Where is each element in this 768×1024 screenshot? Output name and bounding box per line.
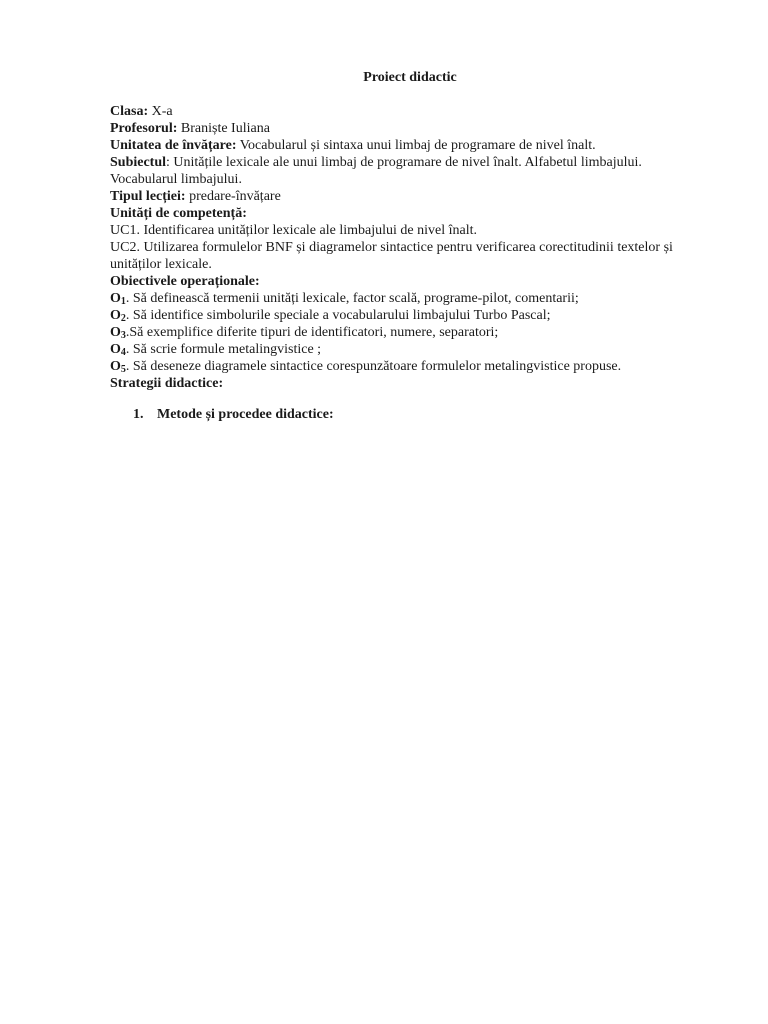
tipul-label: Tipul lecției: (110, 189, 186, 204)
uc1-line: UC1. Identificarea unităților lexicale ale limbajului de nivel înalt. (110, 223, 477, 238)
clasa-line (110, 103, 710, 120)
strategii-heading-text: Strategii didactice: (110, 376, 224, 391)
objective-sub: 3 (120, 330, 126, 341)
tipul-line (110, 188, 710, 205)
objective-label: O (110, 308, 121, 323)
profesorul-line (110, 120, 710, 137)
subiectul-label: Subiectul (110, 155, 167, 170)
objective-item (110, 358, 710, 375)
objective-sub: 1 (120, 296, 126, 307)
objective-sub: 4 (120, 347, 126, 358)
strategii-heading (110, 375, 710, 392)
objective-sub: 2 (120, 313, 126, 324)
numbered-list-item (110, 406, 710, 423)
objective-label: O (110, 359, 121, 374)
obiective-heading-text: Obiectivele operaționale: (110, 274, 260, 289)
objective-item (110, 324, 710, 341)
list-item-text: Metode și procedee didactice: (157, 407, 334, 422)
objective-text: . Să scrie formule metalingvistice ; (125, 342, 322, 357)
objective-text: . Să deseneze diagramele sintactice corespunzătoare formulelor metalingvistice propuse. (125, 359, 622, 374)
objective-label: O (110, 291, 121, 306)
objective-text: . Să definească termenii unități lexicale, factor scală, programe-pilot, comentarii; (125, 291, 579, 306)
subiectul-line (110, 154, 710, 188)
unitatea-line (110, 137, 710, 154)
objective-text: . Să identifice simbolurile speciale a vocabularului limbajului Turbo Pascal; (125, 308, 551, 323)
unitatea-label: Unitatea de învățare: (110, 138, 237, 153)
document-title: Proiect didactic (363, 70, 457, 85)
objective-label: O (110, 325, 121, 340)
document-body (110, 103, 710, 437)
profesorul-label: Profesorul: (110, 121, 178, 136)
profesorul-value: Braniște Iuliana (177, 121, 270, 136)
unitatea-value: Vocabularul și sintaxa unui limbaj de programare de nivel înalt. (236, 138, 596, 153)
obiective-heading (110, 273, 710, 290)
clasa-value: X-a (148, 104, 173, 119)
clasa-label: Clasa: (110, 104, 149, 119)
subiectul-value: : Unitățile lexicale ale unui limbaj de programare de nivel înalt. Alfabetul limbajului. Vocabularul limbajului. (110, 155, 642, 187)
objective-text: .Să exemplifice diferite tipuri de identificatori, numere, separatori; (125, 325, 499, 340)
objective-label: O (110, 342, 121, 357)
objective-item (110, 290, 710, 307)
competente-heading-text: Unități de competență: (110, 206, 247, 221)
list-number: 1. (133, 407, 144, 422)
tipul-value: predare-învățare (185, 189, 281, 204)
objective-item (110, 307, 710, 324)
objective-sub: 5 (120, 364, 126, 375)
uc2-line: UC2. Utilizarea formulelor BNF și diagramelor sintactice pentru verificarea corectitudinii textelor și unităților lexicale. (110, 240, 673, 272)
competente-heading (110, 205, 710, 222)
objective-item (110, 341, 710, 358)
